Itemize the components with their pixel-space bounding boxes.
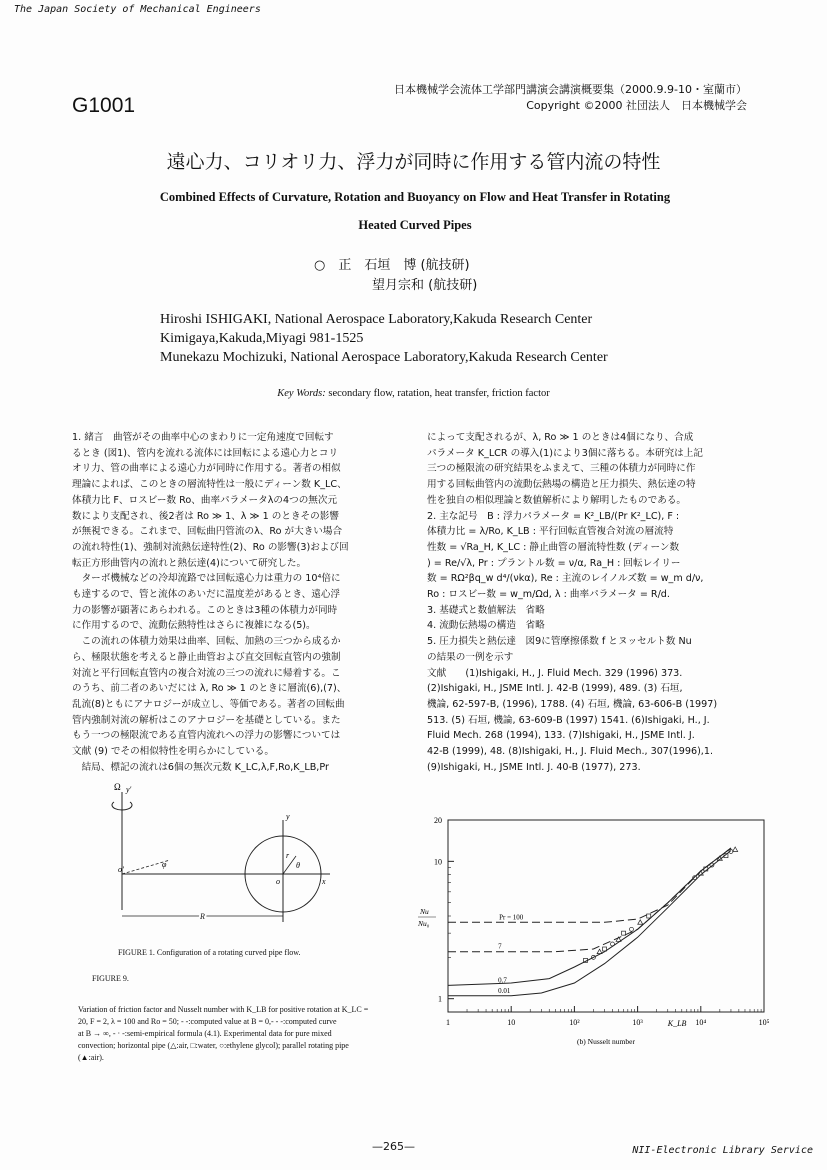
text-line: 3. 基礎式と数値解法 省略	[427, 604, 545, 616]
y-tick-label: 1	[438, 994, 442, 1004]
text-line: 三つの極限流の研究結果をふまえて、三種の体積力が同時に作	[427, 463, 696, 475]
text-line: 管内強制対流の解析はこのアナロジーを基礎としている。また	[72, 714, 341, 726]
series-label: Pr = 100	[499, 913, 524, 922]
title-japanese: 遠心力、コリオリ力、浮力が同時に作用する管内流の特性	[166, 151, 661, 173]
r-label: r	[286, 851, 290, 860]
text-line: の結果の一例を示す	[427, 651, 514, 663]
data-point	[597, 949, 602, 954]
text-line: (9)Ishigaki, H., JSME Intl. J. 40-B (1977), 273.	[427, 761, 641, 773]
text-line: 理論によれば、このときの層流特性は一般にディーン数 K_LC、	[72, 479, 347, 491]
y-tick-label: 20	[434, 816, 442, 825]
text-line: の流れ特性(1)、強制対流熱伝達特性(2)、Ro の影響(3)および回	[72, 541, 349, 553]
copyright-info: Copyright ©2000 社団法人 日本機械学会	[526, 99, 747, 112]
text-line: この流れの体積力効果は曲率、回転、加熱の三つから成るか	[72, 636, 341, 648]
text-line: 乱流(8)ともにアナロジーが成立し、等価である。著者の回転曲	[72, 698, 345, 710]
oprime-label: o'	[118, 865, 124, 874]
series-label: 0.01	[498, 986, 511, 995]
authors-japanese	[314, 256, 477, 296]
y-axis-label-denominator: Nu₀	[418, 919, 430, 928]
series-label: 7	[498, 942, 502, 951]
text-line: オリ力、管の曲率による遠心力が同時に作用する。著者の相似	[72, 463, 341, 475]
phi-label: φ	[162, 860, 167, 869]
text-line: パラメータ K_LCR の導入(1)により3個に落ちる。本研究は上記	[427, 447, 703, 459]
text-line: 結局、標記の流れは6個の無次元数 K_LC,λ,F,Ro,K_LB,Pr	[72, 761, 329, 773]
figure-1-caption: FIGURE 1. Configuration of a rotating curved pipe flow.	[118, 948, 301, 957]
text-line: (2)Ishigaki, H., JSME Intl. J. 42-B (1999), 489. (3) 石垣,	[427, 683, 683, 695]
series-line	[448, 848, 731, 922]
text-line: 42-B (1999), 48. (8)Ishigaki, H., J. Fluid Mech., 307(1996),1.	[427, 746, 714, 758]
series-line	[448, 848, 731, 985]
text-line: るとき (図1)、管内を流れる流体には回転による遠心力とコリ	[72, 447, 339, 459]
caption-line: 20, F = 2, λ = 100 and Ro = 50; - -:computed value at B = 0,- - -:computed curve	[78, 1017, 337, 1026]
x-tick-label: 10³	[632, 1018, 643, 1027]
text-line: 数により支配され、後2者は Ro ≫ 1、λ ≫ 1 のときその影響	[72, 510, 339, 522]
service-footer: NII-Electronic Library Service	[632, 1145, 813, 1156]
affiliation-line: Kimigaya,Kakuda,Miyagi 981-1525	[160, 331, 364, 346]
figure-9-label: FIGURE 9.	[92, 974, 129, 983]
caption-line: (▲:air).	[78, 1053, 104, 1062]
right-column	[427, 430, 749, 775]
text-line: 2. 主な記号 B : 浮力パラメータ = K²_LB/(Pr K²_LC), F :	[427, 510, 680, 522]
affiliations	[160, 310, 608, 367]
y-tick-label: 10	[434, 857, 442, 867]
text-line: ) = Re/√λ, Pr : プラントル数 = ν/α, Ra_H : 回転レイリー	[427, 557, 681, 569]
data-point	[638, 920, 643, 925]
text-line: 性数 = √Ra_H, K_LC : 静止曲管の層流特性数 (ディーン数	[427, 541, 680, 553]
text-line: Ro : ロスビー数 = w_m/Ωd, λ : 曲率パラメータ = R/d.	[427, 589, 670, 601]
text-line: 力の影響が顕著にあらわれる。このときは3種の体積力が同時	[72, 604, 338, 616]
x-label: x	[322, 877, 326, 886]
text-line: ターボ機械などの冷却流路では回転遠心力は重力の 10⁴倍に	[72, 573, 341, 585]
data-point	[647, 914, 651, 918]
radius-line	[283, 856, 296, 874]
text-line: 1. 緒言 曲管がその曲率中心のまわりに一定角速度で回転す	[72, 432, 334, 443]
x-tick-label: 1	[446, 1018, 450, 1027]
text-line: 転正方形曲管内の流れと熱伝達(4)について研究した。	[72, 557, 307, 569]
caption-line: at B → ∞, - · -:semi-empirical formula (4.1). Experimental data for pure mixed	[78, 1029, 332, 1038]
keywords-label: Key Words:	[277, 388, 326, 399]
text-line: 文献 (9) でその相似特性を明らかにしている。	[72, 746, 274, 758]
figure-9-caption	[78, 1004, 403, 1064]
caption-line: Variation of friction factor and Nusselt number with K_LB for positive rotation at K_LC =	[78, 1005, 369, 1014]
text-line: Fluid Mech. 268 (1994), 133. (7)Ishigaki, H., JSME Intl. J.	[427, 730, 695, 742]
text-line: 4. 流動伝熱場の構造 省略	[427, 620, 545, 632]
x-tick-label: 10²	[569, 1018, 580, 1027]
series-line	[448, 851, 731, 996]
text-line: に作用するので、流動伝熱特性はさらに複雑になる(5)。	[72, 620, 316, 632]
series-label: 0.7	[498, 976, 507, 985]
R-label: R	[200, 912, 205, 921]
text-line: 文献 (1)Ishigaki, H., J. Fluid Mech. 329 (1996) 373.	[427, 667, 683, 679]
title-english-line1: Combined Effects of Curvature, Rotation and Buoyancy on Flow and Heat Transfer in Rotating	[159, 190, 671, 204]
affiliation-line: Hiroshi ISHIGAKI, National Aerospace Laboratory,Kakuda Research Center	[160, 312, 593, 327]
caption-line: convection; horizontal pipe (△:air, □:water, ○:ethylene glycol); parallel rotating pipe	[78, 1041, 349, 1050]
nusselt-chart	[414, 812, 774, 1057]
data-point	[733, 847, 738, 852]
text-line: も達するので、管と流体のあいだに温度差があるとき、遠心浮	[72, 589, 341, 601]
text-line: 性を独自の相似理論と数値解析により解明したものである。	[427, 494, 687, 506]
page-number: —265—	[372, 1140, 415, 1153]
text-line: 5. 圧力損失と熱伝達 図9に管摩擦係数 f とヌッセルト数 Nu	[427, 636, 692, 648]
title-english	[70, 183, 760, 239]
keywords	[0, 388, 827, 399]
author-line-1: ○ 正 石垣 博 (航技研)	[314, 258, 470, 273]
affiliation-line: Munekazu Mochizuki, National Aerospace Laboratory,Kakuda Research Center	[160, 350, 608, 365]
x-axis-label: K_LB	[667, 1019, 687, 1028]
yprime-label: y'	[126, 785, 132, 794]
text-line: 体積力比 = λ/Ro, K_LB : 平行回転直管複合対流の層流特	[427, 526, 674, 538]
text-line: もう一つの極限流である直管内流れへの浮力の影響については	[72, 730, 341, 742]
x-tick-label: 10⁵	[758, 1018, 770, 1027]
o-label: o	[276, 877, 280, 886]
keywords-text: secondary flow, ratation, heat transfer, friction factor	[325, 388, 550, 399]
text-line: のうち、前二者のあいだには λ, Ro ≫ 1 のときに層流(6),(7)、	[72, 683, 347, 695]
text-line: 用する回転曲管内の流動伝熱場の構造と圧力損失、熱伝達の特	[427, 479, 696, 491]
y-axis-label: Nu	[420, 907, 429, 916]
title-english-line2: Heated Curved Pipes	[358, 218, 472, 232]
text-line: によって支配されるが、λ, Ro ≫ 1 のときは4個になり、合成	[427, 432, 694, 443]
left-column	[72, 430, 394, 775]
omega-label: Ω	[114, 782, 121, 792]
data-point	[616, 937, 621, 942]
author-line-2: 望月宗和 (航技研)	[372, 278, 478, 293]
y-label: y	[286, 812, 290, 821]
society-header: The Japan Society of Mechanical Engineers	[14, 4, 261, 15]
paper-code: G1001	[72, 94, 136, 117]
text-line: 513. (5) 石垣, 機論, 63-609-B (1997) 1541. (6)Ishigaki, H., J.	[427, 714, 710, 726]
text-line: 対流と平行回転直管内の複合対流の三つの流れに帰着する。こ	[72, 667, 341, 679]
text-line: 数 = RΩ²βq_w d⁴/(νkα), Re : 主流のレイノルズ数 = w_m d/ν,	[427, 573, 704, 585]
text-line: が無視できる。これまで、回転曲円管流のλ、Ro が大きい場合	[72, 526, 343, 538]
theta-label: θ	[296, 861, 300, 870]
x-tick-label: 10⁴	[695, 1018, 707, 1027]
figure-1-diagram	[100, 782, 350, 932]
text-line: 体積力比 F、ロスビー数 Ro、曲率パラメータλの4つの無次元	[72, 494, 338, 506]
data-point	[629, 927, 633, 931]
x-tick-label: 10	[507, 1018, 516, 1027]
proceedings-info: 日本機械学会流体工学部門講演会講演概要集（2000.9.9-10・室蘭市）	[394, 83, 747, 96]
series-line	[448, 848, 731, 952]
text-line: 機論, 62-597-B, (1996), 1788. (4) 石垣, 機論, 63-606-B (1997)	[427, 698, 718, 710]
data-point	[610, 942, 614, 946]
text-line: ら、極限状態を考えると静止曲管および直交回転直管内の強制	[72, 651, 341, 663]
chart-title: (b) Nusselt number	[577, 1037, 635, 1046]
